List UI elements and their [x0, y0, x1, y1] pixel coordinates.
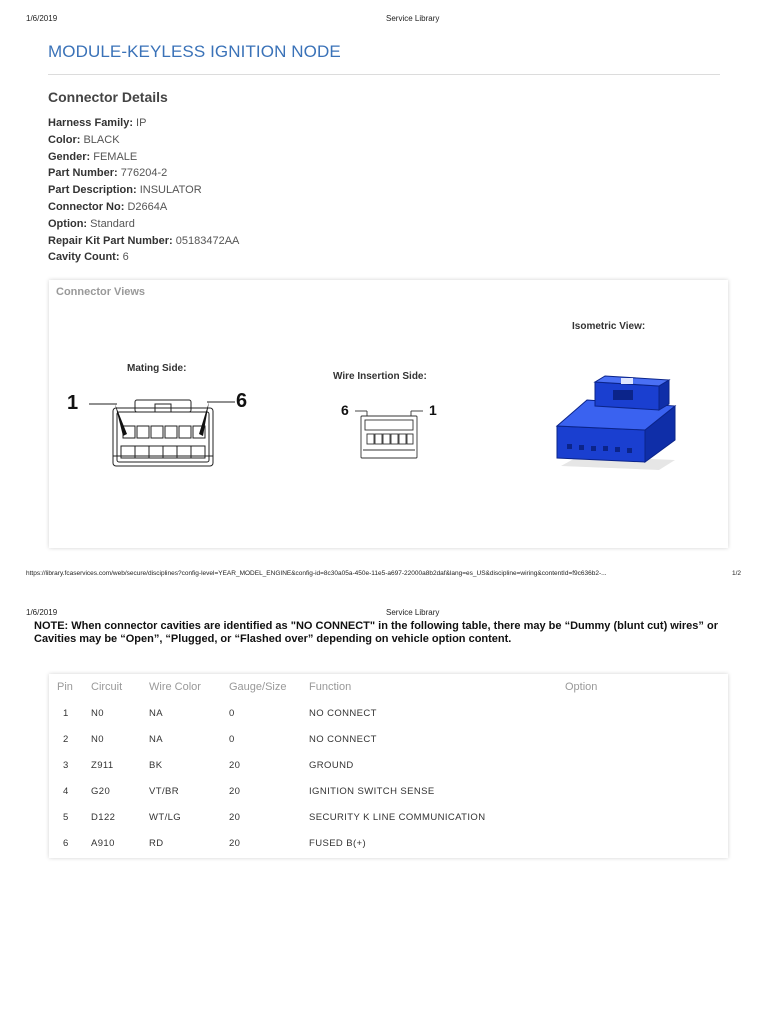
cell-wire-color: BK — [149, 759, 163, 771]
isometric-connector-image — [549, 370, 689, 490]
header-pin: Pin — [57, 681, 73, 693]
cell-wire-color: NA — [149, 733, 163, 745]
cell-gauge: 20 — [229, 811, 241, 823]
no-connect-note: NOTE: When connector cavities are identified as "NO CONNECT" in the following table, there may be “Dummy (blunt cut) wires” or Cavities may be “Open”, “Plugged, or “Flashed over” depending on vehicle option content. — [34, 620, 718, 645]
cell-wire-color: VT/BR — [149, 785, 179, 797]
cell-circuit: D122 — [91, 811, 116, 823]
table-row — [49, 752, 728, 778]
detail-gender: Gender: FEMALE — [48, 150, 138, 163]
pin-table-card — [49, 674, 728, 858]
header-wire-color: Wire Color — [149, 681, 201, 693]
cell-pin: 3 — [63, 759, 69, 771]
page-title: MODULE-KEYLESS IGNITION NODE — [48, 42, 341, 61]
cell-wire-color: WT/LG — [149, 811, 182, 823]
header-option: Option — [565, 681, 598, 693]
page-url: https://library.fcaservices.com/web/secure/disciplines?config-level=YEAR_MODEL_ENGINE&config-id=8c30a05a-450e-11e5-a697-22000a8b2daf&lang=es_US&discipline=wiring&contentId=f9c636b2-... — [26, 570, 607, 577]
cell-pin: 6 — [63, 837, 69, 849]
cell-circuit: N0 — [91, 733, 104, 745]
cell-pin: 2 — [63, 733, 69, 745]
header-function: Function — [309, 681, 352, 693]
connector-views-heading: Connector Views — [56, 286, 146, 298]
mating-pin-6-label: 6 — [236, 390, 248, 412]
cell-function: SECURITY K LINE COMMUNICATION — [309, 811, 486, 823]
cell-pin: 5 — [63, 811, 69, 823]
detail-option: Option: Standard — [48, 217, 135, 230]
cell-pin: 4 — [63, 785, 69, 797]
cell-option — [565, 700, 728, 726]
mating-side-label: Mating Side: — [127, 363, 187, 374]
cell-circuit: G20 — [91, 785, 111, 797]
cell-function: FUSED B(+) — [309, 837, 367, 849]
cell-function: GROUND — [309, 759, 354, 771]
table-header-row — [49, 674, 728, 700]
cell-option — [565, 726, 728, 752]
cell-gauge: 20 — [229, 837, 241, 849]
cell-circuit: A910 — [91, 837, 115, 849]
cell-wire-color: NA — [149, 707, 163, 719]
cell-option — [565, 830, 728, 856]
site-name: Service Library — [386, 14, 440, 23]
page-number: 1/2 — [732, 570, 742, 577]
table-row — [49, 778, 728, 804]
connector-details-heading: Connector Details — [48, 89, 168, 105]
detail-part-number: Part Number: 776204-2 — [48, 167, 168, 180]
detail-cavity-count: Cavity Count: 6 — [48, 251, 129, 264]
detail-part-description: Part Description: INSULATOR — [48, 184, 202, 197]
detail-repair-kit: Repair Kit Part Number: 05183472AA — [48, 234, 240, 247]
cell-function: IGNITION SWITCH SENSE — [309, 785, 435, 797]
table-row — [49, 700, 728, 726]
cell-gauge: 20 — [229, 785, 241, 797]
cell-wire-color: RD — [149, 837, 164, 849]
table-row — [49, 804, 728, 830]
detail-harness-family: Harness Family: IP — [48, 117, 147, 129]
print-date-page-2: 1/6/2019 — [26, 608, 58, 617]
cell-pin: 1 — [63, 707, 69, 719]
cell-option — [565, 804, 728, 830]
connector-views-card — [49, 280, 728, 548]
pin-table — [49, 674, 728, 856]
cell-gauge: 20 — [229, 759, 241, 771]
site-name-page-2: Service Library — [386, 608, 440, 617]
header-gauge-size: Gauge/Size — [229, 681, 287, 693]
connector-details-list — [48, 115, 239, 266]
cell-gauge: 0 — [229, 707, 235, 719]
table-row — [49, 830, 728, 856]
isometric-view-label: Isometric View: — [572, 321, 646, 332]
print-date: 1/6/2019 — [26, 14, 58, 23]
detail-connector-no: Connector No: D2664A — [48, 200, 168, 213]
table-row — [49, 726, 728, 752]
cell-option — [565, 752, 728, 778]
insertion-pin-6-label: 6 — [341, 402, 349, 418]
wire-insertion-side-label: Wire Insertion Side: — [333, 371, 427, 382]
cell-function: NO CONNECT — [309, 733, 377, 745]
insertion-pin-1-label: 1 — [429, 402, 437, 418]
title-divider — [48, 74, 720, 75]
cell-circuit: N0 — [91, 707, 104, 719]
cell-option — [565, 778, 728, 804]
mating-side-diagram — [85, 390, 248, 470]
detail-color: Color: BLACK — [48, 133, 120, 146]
header-circuit: Circuit — [91, 681, 123, 693]
wire-insertion-side-diagram — [349, 402, 429, 462]
mating-pin-1-label: 1 — [67, 392, 79, 414]
cell-gauge: 0 — [229, 733, 235, 745]
cell-circuit: Z911 — [91, 759, 114, 771]
cell-function: NO CONNECT — [309, 707, 377, 719]
